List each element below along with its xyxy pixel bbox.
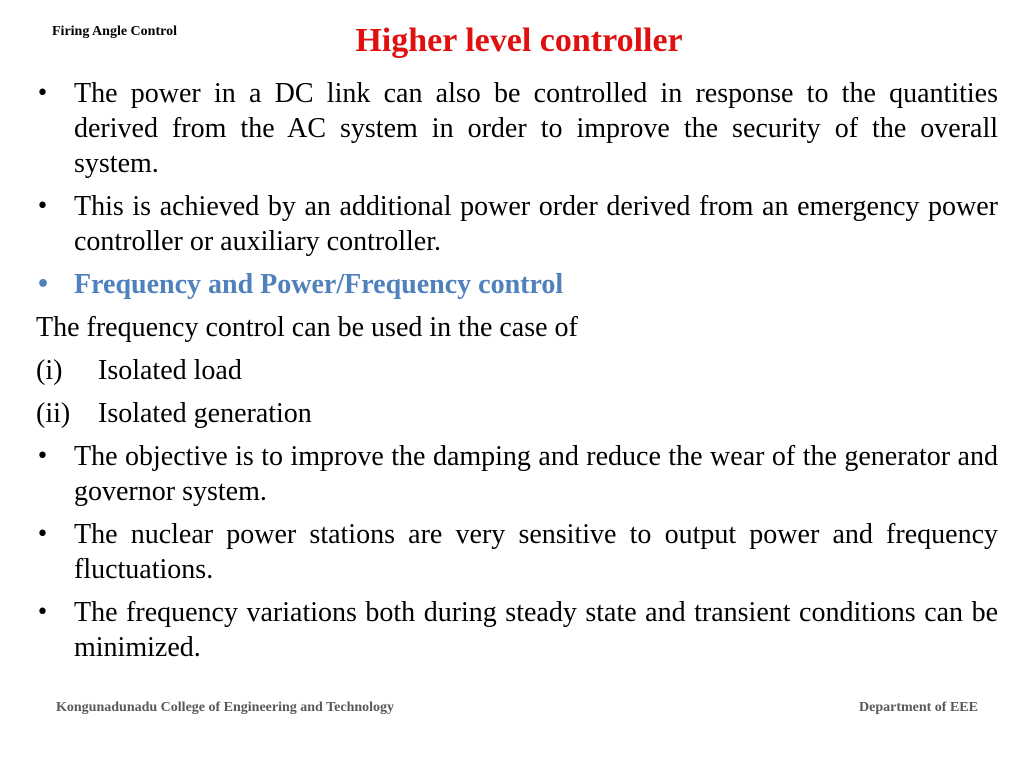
bullet-point — [36, 595, 998, 665]
footer-institution: Kongunadunadu College of Engineering and Technology — [56, 700, 395, 715]
bullet-icon: • — [36, 444, 49, 469]
footer-department: Department of EEE — [859, 700, 978, 715]
paragraph: The frequency control can be used in the case of — [36, 312, 578, 343]
bullet-text: The power in a DC link can also be controlled in response to the quantities derived from the AC system in order to improve the security of the overall system. — [74, 78, 998, 179]
bullet-point — [36, 517, 998, 587]
bullet-text: The objective is to improve the damping and reduce the wear of the generator and governor system. — [74, 441, 998, 507]
bullet-icon: • — [36, 194, 49, 219]
slide-body — [36, 76, 998, 673]
list-item — [36, 353, 998, 388]
bullet-text: The frequency variations both during steady state and transient conditions can be minimized. — [74, 597, 998, 663]
bullet-icon: • — [36, 272, 51, 297]
bullet-icon: • — [36, 600, 49, 625]
list-item-text: Isolated generation — [98, 398, 312, 429]
bullet-point — [36, 189, 998, 259]
list-item-text: Isolated load — [98, 355, 242, 386]
topic-label: Firing Angle Control — [52, 24, 177, 39]
bullet-icon: • — [36, 81, 49, 106]
bullet-icon: • — [36, 522, 49, 547]
bullet-point — [36, 76, 998, 181]
bullet-heading-text: Frequency and Power/Frequency control — [74, 269, 564, 300]
slide-title: Higher level controller — [355, 22, 683, 59]
list-item — [36, 396, 998, 431]
list-item-number: (ii) — [36, 398, 71, 429]
list-item-number: (i) — [36, 355, 63, 386]
bullet-point — [36, 439, 998, 509]
bullet-text: The nuclear power stations are very sensitive to output power and frequency fluctuations. — [74, 519, 998, 585]
bullet-point-heading — [36, 267, 998, 302]
bullet-text: This is achieved by an additional power order derived from an emergency power controller or auxiliary controller. — [74, 191, 998, 257]
